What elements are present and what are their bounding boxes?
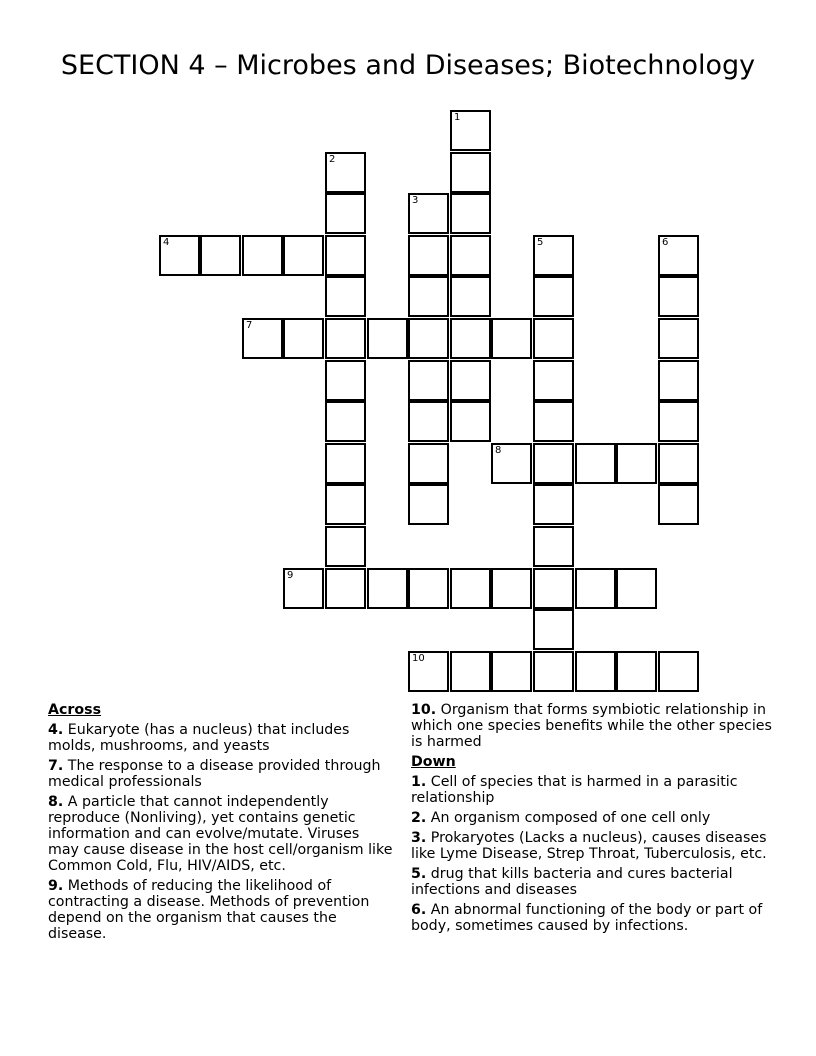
crossword-cell[interactable] xyxy=(533,360,574,401)
clue-number-label: 6 xyxy=(662,237,669,248)
crossword-cell[interactable] xyxy=(533,568,574,609)
crossword-cell[interactable] xyxy=(491,318,532,359)
crossword-cell[interactable] xyxy=(533,443,574,484)
clue-text: Cell of species that is harmed in a parasitic relationship xyxy=(411,774,738,806)
clues-column-left xyxy=(48,702,393,946)
crossword-cell[interactable] xyxy=(450,193,491,234)
crossword-cell[interactable] xyxy=(450,568,491,609)
clue-text: The response to a disease provided through medical professionals xyxy=(48,758,381,790)
crossword-cell-7[interactable] xyxy=(242,318,283,359)
crossword-cell[interactable] xyxy=(325,568,366,609)
crossword-cell[interactable] xyxy=(408,443,449,484)
crossword-cell[interactable] xyxy=(658,443,699,484)
crossword-cell[interactable] xyxy=(616,443,657,484)
clue-number: 3. xyxy=(411,830,427,846)
down-heading: Down xyxy=(411,754,456,770)
clue-number: 7. xyxy=(48,758,64,774)
crossword-cell[interactable] xyxy=(533,401,574,442)
across-heading: Across xyxy=(48,702,102,718)
clue-down-5 xyxy=(411,866,776,898)
crossword-cell[interactable] xyxy=(325,193,366,234)
clue-number-label: 4 xyxy=(163,237,170,248)
clue-number: 1. xyxy=(411,774,427,790)
crossword-cell-9[interactable] xyxy=(283,568,324,609)
crossword-cell[interactable] xyxy=(325,360,366,401)
clue-down-3 xyxy=(411,830,776,862)
crossword-cell[interactable] xyxy=(533,609,574,650)
clue-number-label: 5 xyxy=(537,237,544,248)
clue-number-label: 10 xyxy=(412,653,425,664)
crossword-cell-8[interactable] xyxy=(491,443,532,484)
clue-down-1 xyxy=(411,774,776,806)
crossword-cell[interactable] xyxy=(575,443,616,484)
crossword-cell[interactable] xyxy=(533,276,574,317)
crossword-cell[interactable] xyxy=(533,318,574,359)
crossword-cell[interactable] xyxy=(616,651,657,692)
crossword-cell-4[interactable] xyxy=(159,235,200,276)
crossword-cell[interactable] xyxy=(658,401,699,442)
clue-down-6 xyxy=(411,902,776,934)
clue-number: 4. xyxy=(48,722,64,738)
crossword-cell[interactable] xyxy=(325,401,366,442)
crossword-cell[interactable] xyxy=(367,568,408,609)
crossword-cell[interactable] xyxy=(450,651,491,692)
clue-across-10 xyxy=(411,702,776,750)
crossword-cell[interactable] xyxy=(658,360,699,401)
crossword-cell[interactable] xyxy=(491,568,532,609)
crossword-cell[interactable] xyxy=(533,651,574,692)
crossword-cell[interactable] xyxy=(408,360,449,401)
clue-number: 10. xyxy=(411,702,437,718)
clue-number: 9. xyxy=(48,878,64,894)
crossword-cell[interactable] xyxy=(450,360,491,401)
crossword-cell[interactable] xyxy=(616,568,657,609)
crossword-cell-5[interactable] xyxy=(533,235,574,276)
crossword-cell[interactable] xyxy=(408,276,449,317)
clue-text: An abnormal functioning of the body or part of body, sometimes caused by infections. xyxy=(411,902,763,934)
crossword-cell[interactable] xyxy=(325,318,366,359)
crossword-cell[interactable] xyxy=(450,235,491,276)
crossword-cell-1[interactable] xyxy=(450,110,491,151)
clue-number-label: 2 xyxy=(329,154,336,165)
crossword-cell[interactable] xyxy=(325,484,366,525)
clue-number: 2. xyxy=(411,810,427,826)
crossword-cell[interactable] xyxy=(325,526,366,567)
clue-text: An organism composed of one cell only xyxy=(430,810,711,826)
clue-number: 6. xyxy=(411,902,427,918)
crossword-cell[interactable] xyxy=(658,651,699,692)
crossword-cell-3[interactable] xyxy=(408,193,449,234)
clue-text: Prokaryotes (Lacks a nucleus), causes diseases like Lyme Disease, Strep Throat, Tuberculosis, etc. xyxy=(411,830,767,862)
crossword-cell[interactable] xyxy=(408,318,449,359)
crossword-cell[interactable] xyxy=(242,235,283,276)
crossword-cell[interactable] xyxy=(658,484,699,525)
crossword-cell[interactable] xyxy=(283,318,324,359)
crossword-cell[interactable] xyxy=(283,235,324,276)
crossword-cell[interactable] xyxy=(325,235,366,276)
crossword-cell[interactable] xyxy=(408,568,449,609)
clue-number-label: 8 xyxy=(495,445,502,456)
crossword-cell[interactable] xyxy=(575,568,616,609)
crossword-cell[interactable] xyxy=(533,484,574,525)
crossword-cell[interactable] xyxy=(450,152,491,193)
crossword-cell[interactable] xyxy=(658,318,699,359)
crossword-cell-2[interactable] xyxy=(325,152,366,193)
clue-number-label: 3 xyxy=(412,195,419,206)
crossword-cell[interactable] xyxy=(408,401,449,442)
page-title: SECTION 4 – Microbes and Diseases; Biotechnology xyxy=(60,50,756,81)
clue-across-4 xyxy=(48,722,393,754)
crossword-cell[interactable] xyxy=(450,276,491,317)
clue-text: drug that kills bacteria and cures bacterial infections and diseases xyxy=(411,866,733,898)
clue-number-label: 7 xyxy=(246,320,253,331)
clue-text: Organism that forms symbiotic relationship in which one species benefits while the other species is harmed xyxy=(411,702,772,750)
clue-text: Eukaryote (has a nucleus) that includes molds, mushrooms, and yeasts xyxy=(48,722,350,754)
clue-across-8 xyxy=(48,794,393,874)
crossword-cell[interactable] xyxy=(658,276,699,317)
crossword-cell[interactable] xyxy=(491,651,532,692)
clue-number: 8. xyxy=(48,794,64,810)
crossword-cell-6[interactable] xyxy=(658,235,699,276)
crossword-cell-10[interactable] xyxy=(408,651,449,692)
clues-column-right xyxy=(411,702,776,938)
clue-text: Methods of reducing the likelihood of contracting a disease. Methods of prevention depend on the organism that causes the disease. xyxy=(48,878,370,942)
crossword-cell[interactable] xyxy=(408,484,449,525)
clue-across-9 xyxy=(48,878,393,942)
clue-text: A particle that cannot independently reproduce (Nonliving), yet contains genetic information and can evolve/mutate. Viruses may cause disease in the host cell/organism like Common Cold, Flu, HIV/AIDS, etc. xyxy=(48,794,393,874)
clue-number-label: 9 xyxy=(287,570,294,581)
clue-number-label: 1 xyxy=(454,112,461,123)
clue-across-7 xyxy=(48,758,393,790)
clue-number: 5. xyxy=(411,866,427,882)
crossword-cell[interactable] xyxy=(533,526,574,567)
crossword-cell[interactable] xyxy=(450,318,491,359)
crossword-cell[interactable] xyxy=(575,651,616,692)
crossword-cell[interactable] xyxy=(367,318,408,359)
crossword-cell[interactable] xyxy=(325,443,366,484)
crossword-cell[interactable] xyxy=(325,276,366,317)
crossword-cell[interactable] xyxy=(408,235,449,276)
crossword-cell[interactable] xyxy=(450,401,491,442)
clue-down-2 xyxy=(411,810,776,826)
crossword-cell[interactable] xyxy=(200,235,241,276)
